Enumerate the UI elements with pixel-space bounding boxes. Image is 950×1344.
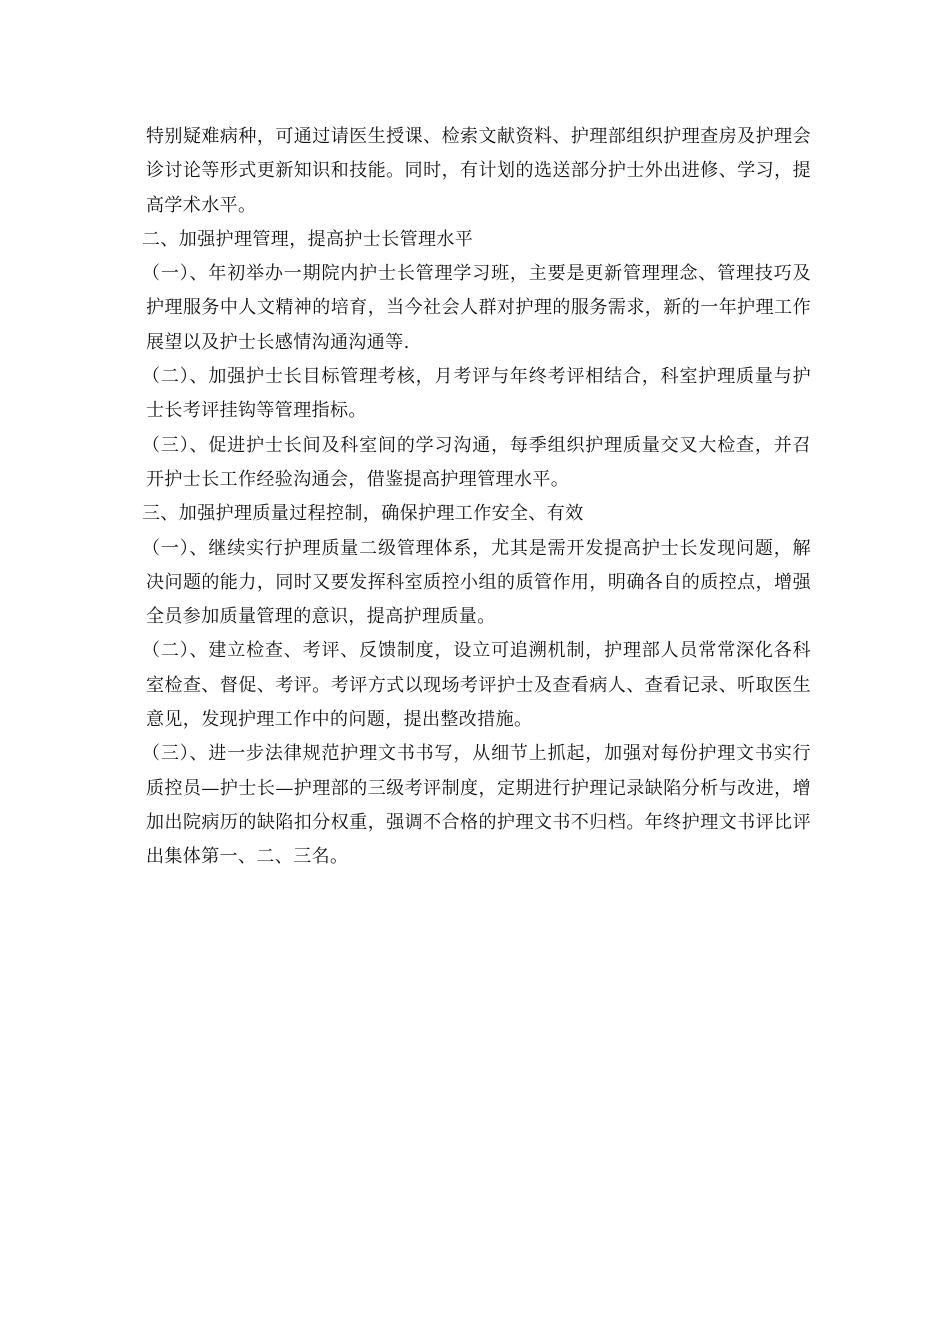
- list-item: （二）、加强护士长目标管理考核，月考评与年终考评相结合，科室护理质量与护士长考评挂钩等管理指标。: [142, 366, 811, 422]
- list-item: （三）、进一步法律规范护理文书书写，从细节上抓起，加强对每份护理文书实行质控员—护士长—护理部的三级考评制度，定期进行护理记录缺陷分析与改进，增加出院病历的缺陷扣分权重，强调不合格的护理文书不归档。年终护理文书评比评出集体第一、二、三名。: [142, 743, 811, 868]
- list-item: （二）、建立检查、考评、反馈制度，设立可追溯机制，护理部人员常常深化各科室检查、督促、考评。考评方式以现场考评护士及查看病人、查看记录、听取医生意见，发现护理工作中的问题，提出整改措施。: [142, 640, 811, 731]
- section-heading: 三、加强护理质量过程控制，确保护理工作安全、有效: [142, 503, 584, 525]
- section-heading: 二、加强护理管理，提高护士长管理水平: [142, 228, 474, 250]
- list-item: （一）、继续实行护理质量二级管理体系，尤其是需开发提高护士长发现问题，解决问题的能力，同时又要发挥科室质控小组的质管作用，明确各自的质控点，增强全员参加质量管理的意识，提高护理质量。: [142, 537, 811, 628]
- list-item: （三）、促进护士长间及科室间的学习沟通，每季组织护理质量交叉大检查，并召开护士长工作经验沟通会，借鉴提高护理管理水平。: [142, 434, 811, 490]
- body-paragraph: 特别疑难病种，可通过请医生授课、检索文献资料、护理部组织护理查房及护理会诊讨论等形式更新知识和技能。同时，有计划的选送部分护士外出进修、学习，提高学术水平。: [146, 126, 811, 216]
- document-body: [142, 120, 811, 875]
- list-item: （一）、年初举办一期院内护士长管理学习班，主要是更新管理理念、管理技巧及护理服务中人文精神的培育，当今社会人群对护理的服务需求，新的一年护理工作展望以及护士长感情沟通沟通等.: [142, 263, 811, 353]
